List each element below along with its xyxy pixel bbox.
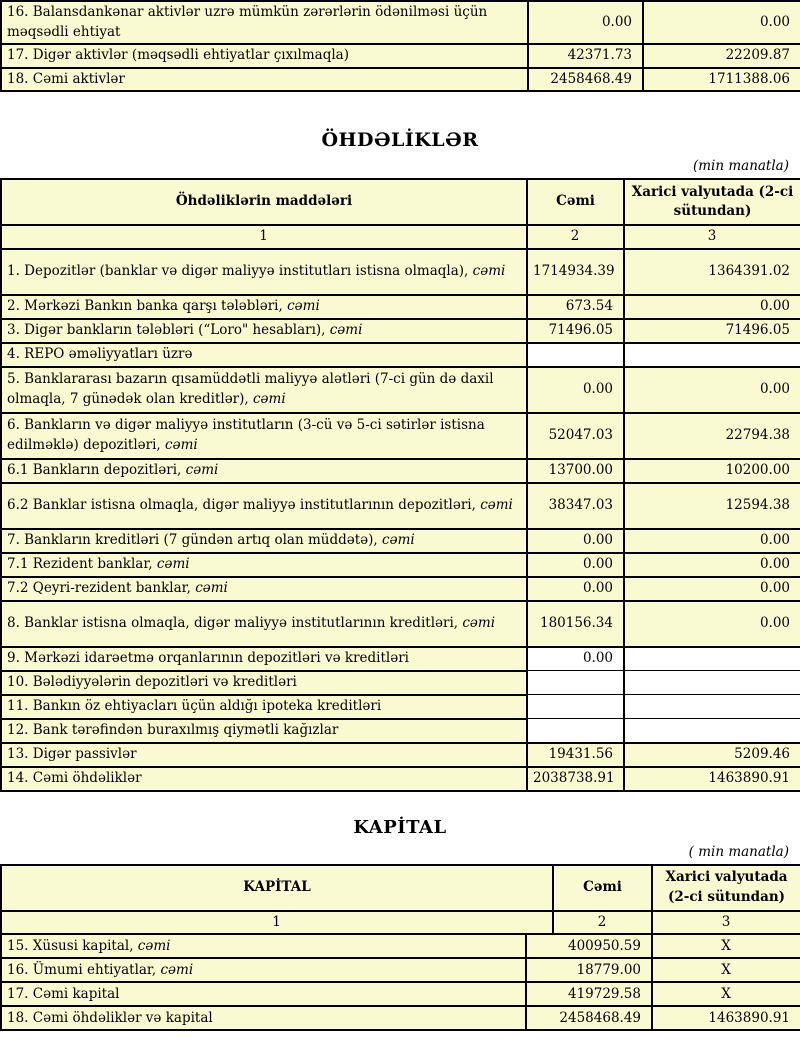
total-cell: 2458468.49: [526, 1006, 652, 1030]
table-row: [1, 647, 800, 671]
table-row: [1, 719, 800, 743]
row-label-cami: cəmi: [195, 580, 228, 597]
foreign-cell: 71496.05: [624, 319, 800, 343]
table-row: [1, 577, 800, 601]
capital-table: [0, 864, 800, 1032]
row-label-cell: [1, 68, 528, 92]
header-col3: Xarici valyutada (2-ci sütundan): [652, 865, 800, 911]
table-row: [1, 553, 800, 577]
table-row: [1, 934, 800, 958]
column-number: 2: [553, 911, 652, 935]
row-label-cami: cəmi: [382, 532, 415, 549]
row-label: 1. Depozitlər (banklar və digər maliyyə institutları istisna olmaqla),: [7, 263, 469, 280]
assets-table: [0, 0, 800, 92]
row-label: 16. Ümumi ehtiyatlar,: [7, 961, 157, 978]
foreign-cell: 5209.46: [624, 743, 800, 767]
total-cell: 19431.56: [527, 743, 624, 767]
header-col2: Cəmi: [527, 179, 624, 225]
foreign-cell: X: [652, 934, 800, 958]
row-label-cell: [1, 459, 527, 483]
header-col3: Xarici valyutada (2-ci sütundan): [624, 179, 800, 225]
row-label: 10. Bələdiyyələrin depozitləri və kreditləri: [7, 674, 297, 691]
row-label: 18. Cəmi öhdəliklər və kapital: [7, 1009, 213, 1026]
row-label-cell: [1, 1, 528, 44]
total-cell: 52047.03: [527, 413, 624, 459]
row-label-cami: cəmi: [480, 497, 513, 514]
foreign-cell: X: [652, 982, 800, 1006]
capital-title: KAPİTAL: [353, 816, 447, 838]
foreign-cell: 0.00: [643, 1, 800, 44]
foreign-cell: 10200.00: [624, 459, 800, 483]
table-row: [1, 767, 800, 791]
liabilities-unit-note: (min manatla): [692, 158, 789, 175]
foreign-cell: 22209.87: [643, 44, 800, 68]
foreign-cell: [624, 343, 800, 367]
header-col1: KAPİTAL: [1, 865, 553, 911]
foreign-cell: 0.00: [624, 553, 800, 577]
row-label: 2. Mərkəzi Bankın banka qarşı tələbləri,: [7, 298, 283, 315]
table-row: [1, 68, 800, 92]
total-cell: 0.00: [527, 367, 624, 413]
row-label: 18. Cəmi aktivlər: [7, 70, 125, 87]
row-label-cell: [1, 367, 527, 413]
total-cell: 2458468.49: [528, 68, 643, 92]
row-label-cell: [1, 577, 527, 601]
total-cell: 673.54: [527, 295, 624, 319]
table-row: [1, 1006, 800, 1030]
row-label: 16. Balansdankənar aktivlər uzrə mümkün zərərlərin ödənilməsi üçün məqsədli ehtiyat: [7, 4, 488, 40]
row-label-cell: [1, 695, 527, 719]
row-label: 6. Bankların və digər maliyyə institutların (3-cü və 5-ci sətirlər istisna edilməklə) depozitləri,: [7, 417, 485, 453]
row-label-cami: cəmi: [165, 436, 198, 453]
foreign-cell: 0.00: [624, 529, 800, 553]
row-label: 17. Cəmi kapital: [7, 985, 120, 1002]
table-row: [1, 695, 800, 719]
foreign-cell: 12594.38: [624, 483, 800, 529]
row-label-cami: cəmi: [472, 263, 506, 280]
total-cell: 180156.34: [527, 601, 624, 647]
table-row: [1, 601, 800, 647]
foreign-cell: 1463890.91: [624, 767, 800, 791]
total-cell: 0.00: [527, 529, 624, 553]
row-label-cami: cəmi: [462, 615, 496, 632]
row-label-cell: [1, 295, 527, 319]
total-cell: 0.00: [528, 1, 643, 44]
total-cell: 71496.05: [527, 319, 624, 343]
row-label-cell: [1, 767, 527, 791]
row-label-cell: [1, 529, 527, 553]
column-number-row: [1, 911, 800, 935]
row-label: 6.2 Banklar istisna olmaqla, digər maliyyə institutlarının depozitləri,: [7, 497, 476, 514]
row-label-cell: [1, 553, 527, 577]
row-label: 15. Xüsusi kapital,: [7, 937, 134, 954]
foreign-cell: 1463890.91: [652, 1006, 800, 1030]
header-col2: Cəmi: [553, 865, 652, 911]
row-label-cami: cəmi: [185, 462, 219, 479]
row-label: 14. Cəmi öhdəliklər: [7, 770, 142, 787]
row-label: 7. Bankların kreditləri (7 gündən artıq olan müddətə),: [7, 532, 378, 549]
total-cell: 13700.00: [527, 459, 624, 483]
total-cell: 18779.00: [526, 958, 652, 982]
row-label-cami: cəmi: [287, 298, 320, 315]
table-row: [1, 982, 800, 1006]
table-row: [1, 529, 800, 553]
total-cell: 400950.59: [526, 934, 652, 958]
row-label-cami: cəmi: [329, 322, 363, 339]
total-cell: 1714934.39: [527, 249, 624, 295]
table-row: [1, 483, 800, 529]
row-label: 13. Digər passivlər: [7, 746, 137, 763]
row-label: 3. Digər bankların tələbləri (“Loro" hesabları),: [7, 322, 326, 339]
table-row: [1, 413, 800, 459]
foreign-cell: 22794.38: [624, 413, 800, 459]
total-cell: [527, 719, 624, 743]
liabilities-title: ÖHDƏLİKLƏR: [321, 129, 479, 152]
table-row: [1, 743, 800, 767]
row-label-cell: [1, 249, 527, 295]
row-label: 12. Bank tərəfindən buraxılmış qiymətli kağızlar: [7, 722, 339, 739]
total-cell: 0.00: [527, 577, 624, 601]
table-row: [1, 44, 800, 68]
header-col1: Öhdəliklərin maddələri: [1, 179, 527, 225]
row-label-cell: [1, 671, 527, 695]
column-number: 1: [1, 225, 527, 249]
table-row: [1, 459, 800, 483]
row-label: 17. Digər aktivlər (məqsədli ehtiyatlar çıxılmaqla): [7, 47, 350, 64]
table-row: [1, 1, 800, 44]
column-number: 1: [1, 911, 553, 935]
row-label-cami: cəmi: [137, 937, 171, 954]
row-label-cell: [1, 647, 527, 671]
column-number: 2: [527, 225, 624, 249]
row-label-cell: [1, 719, 527, 743]
header-row: [1, 179, 800, 225]
row-label: 7.2 Qeyri-rezident banklar,: [7, 580, 191, 597]
foreign-cell: [624, 647, 800, 671]
column-number: 3: [652, 911, 800, 935]
row-label: 8. Banklar istisna olmaqla, digər maliyyə institutlarının kreditləri,: [7, 615, 459, 632]
row-label: 6.1 Bankların depozitləri,: [7, 462, 182, 479]
table-row: [1, 319, 800, 343]
row-label-cell: [1, 483, 527, 529]
row-label-cell: [1, 958, 526, 982]
header-row: [1, 865, 800, 911]
foreign-cell: 0.00: [624, 295, 800, 319]
table-row: [1, 367, 800, 413]
total-cell: [527, 343, 624, 367]
foreign-cell: 0.00: [624, 577, 800, 601]
foreign-cell: [624, 719, 800, 743]
row-label-cami: cəmi: [156, 556, 190, 573]
table-row: [1, 249, 800, 295]
row-label-cell: [1, 934, 526, 958]
row-label: 5. Banklararası bazarın qısamüddətli maliyyə alətləri (7-ci gün də daxil olmaqla, 7 günədək olan kreditlər),: [7, 371, 494, 407]
foreign-cell: 1711388.06: [643, 68, 800, 92]
total-cell: 2038738.91: [527, 767, 624, 791]
table-row: [1, 343, 800, 367]
total-cell: 0.00: [527, 553, 624, 577]
row-label: 9. Mərkəzi idarəetmə orqanlarının depozitləri və kreditləri: [7, 650, 409, 667]
row-label-cami: cəmi: [160, 961, 194, 978]
row-label: 4. REPO əməliyyatları üzrə: [7, 346, 193, 363]
row-label: 11. Bankın öz ehtiyacları üçün aldığı ipoteka kreditləri: [7, 698, 382, 715]
total-cell: [527, 695, 624, 719]
row-label-cell: [1, 982, 526, 1006]
row-label-cell: [1, 44, 528, 68]
row-label-cell: [1, 319, 527, 343]
column-number: 3: [624, 225, 800, 249]
column-number-row: [1, 225, 800, 249]
capital-unit-note: ( min manatla): [688, 843, 789, 860]
foreign-cell: 0.00: [624, 367, 800, 413]
foreign-cell: 1364391.02: [624, 249, 800, 295]
table-row: [1, 958, 800, 982]
row-label-cami: cəmi: [253, 390, 286, 407]
total-cell: 419729.58: [526, 982, 652, 1006]
table-row: [1, 295, 800, 319]
total-cell: 38347.03: [527, 483, 624, 529]
foreign-cell: 0.00: [624, 601, 800, 647]
row-label-cell: [1, 1006, 526, 1030]
total-cell: 0.00: [527, 647, 624, 671]
foreign-cell: X: [652, 958, 800, 982]
total-cell: 42371.73: [528, 44, 643, 68]
row-label-cell: [1, 413, 527, 459]
row-label-cell: [1, 601, 527, 647]
row-label: 7.1 Rezident banklar,: [7, 556, 153, 573]
liabilities-table: [0, 178, 800, 792]
row-label-cell: [1, 343, 527, 367]
table-row: [1, 671, 800, 695]
total-cell: [527, 671, 624, 695]
foreign-cell: [624, 695, 800, 719]
row-label-cell: [1, 743, 527, 767]
foreign-cell: [624, 671, 800, 695]
